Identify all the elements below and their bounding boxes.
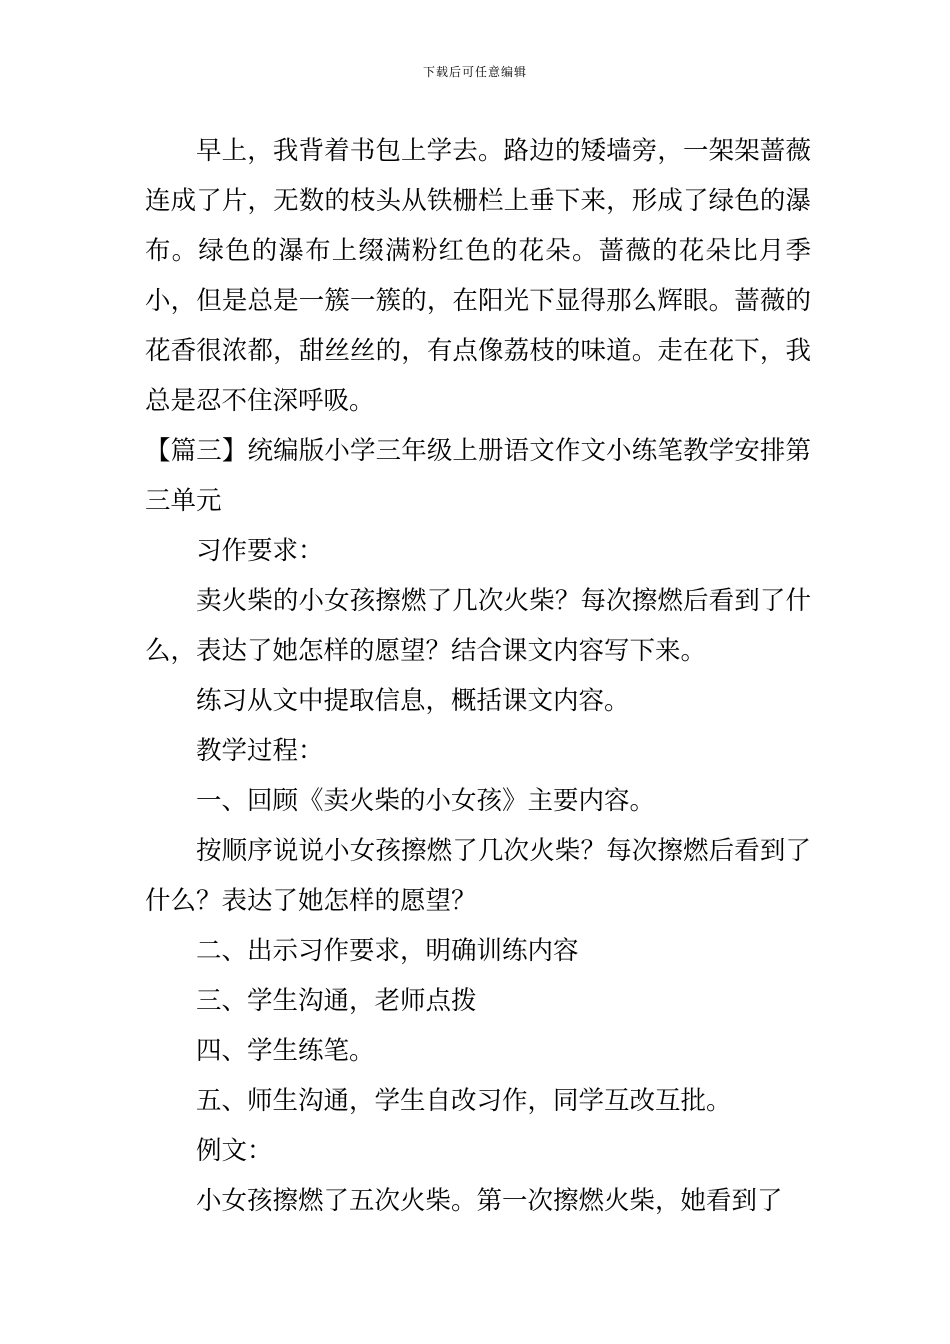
paragraph-step-one: 一、回顾《卖火柴的小女孩》主要内容。 (196, 786, 656, 816)
section-heading-part-three: 【篇三】统编版小学三年级上册语文作文小练笔教学安排第三单元 (145, 436, 811, 516)
paragraph-writing-requirement: 卖火柴的小女孩擦燃了几次火柴？每次擦燃后看到了什么，表达了她怎样的愿望？结合课文内容写下来。 (145, 586, 811, 666)
paragraph-step-four: 四、学生练笔。 (196, 1036, 375, 1066)
paragraph-writing-requirement-label: 习作要求： (196, 536, 324, 566)
paragraph-example-text: 小女孩擦燃了五次火柴。第一次擦燃火柴，她看到了 (196, 1186, 783, 1216)
paragraph-rose-description: 早上，我背着书包上学去。路边的矮墙旁，一架架蔷薇连成了片，无数的枝头从铁栅栏上垂下来，形成了绿色的瀑布。绿色的瀑布上缀满粉红色的花朵。蔷薇的花朵比月季小，但是总是一簇一簇的，在阳光下显得那么辉眼。蔷薇的花香很浓都，甜丝丝的，有点像荔枝的味道。走在花下，我总是忍不住深呼吸。 (145, 136, 811, 416)
paragraph-step-three: 三、学生沟通，老师点拨 (196, 986, 477, 1016)
paragraph-example-label: 例文： (196, 1136, 273, 1166)
paragraph-step-one-detail: 按顺序说说小女孩擦燃了几次火柴？每次擦燃后看到了什么？表达了她怎样的愿望？ (145, 836, 811, 916)
paragraph-teaching-process-label: 教学过程： (196, 736, 324, 766)
paragraph-step-five: 五、师生沟通，学生自改习作，同学互改互批。 (196, 1086, 732, 1116)
page-header: 下载后可任意编辑 (422, 65, 527, 79)
paragraph-step-two: 二、出示习作要求，明确训练内容 (196, 936, 579, 966)
document-body (145, 126, 811, 1226)
paragraph-practice-goal: 练习从文中提取信息，概括课文内容。 (196, 686, 630, 716)
